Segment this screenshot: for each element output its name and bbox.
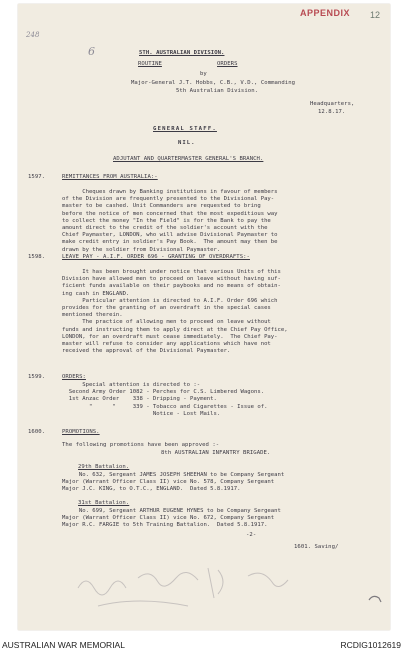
battalion-heading: 31st Battalion. [78,500,130,506]
page-number-stamp: 12 [370,10,381,20]
promotion-entry: No. 699, Sergeant ARTHUR EUGENE HYNES to be Company Sergeant Major (Warrant Officer Class II) vice No. 672, Company Sergeant Major R.C. FARGIE to 5th Training Battalion. Dated 5.8.1917. [62,508,281,529]
brigade-heading: 8th AUSTRALIAN INFANTRY BRIGADE. [161,450,271,456]
item-number: 1600. [28,429,46,435]
pencil-annotation: 248 [26,31,40,39]
general-staff-heading: GENERAL STAFF. [153,126,217,132]
commander-line: Major-General J.T. Hobbs, C.B., V.D., Commanding [131,80,296,86]
routine-label: ROUTINE [138,61,162,67]
continuation-note: 1601. Saving/ [294,544,339,550]
item-title: ORDERS: [62,374,86,380]
archive-footer [0,636,404,653]
item-body: Special attention is directed to :- Second Army Order 1082 - Perches for C.S. Limbered Wagons. 1st Anzac Order 338 - Dripping - Payment. " " 339 - Tobacco and Cigarettes - Issue of. Notice - Lost Mails. [68,382,268,417]
item-number: 1599. [28,374,46,380]
item-body: Cheques drawn by Banking institutions in favour of members of the Division are frequently presented to the Divisional Pay- master to be cashed. Unit Commanders are requested to bring before the notice of men concerned that the most expeditious way to collect the money "In the Field" is for the Bank to pay the amount direct to the credit of the soldier's account with the Chief Paymaster, LONDON, who will advise Divisional Paymaster to make credit entry in soldier's Pay Book. The amount may then be drawn by the soldier from Divisional Paymaster. [62,189,278,253]
item-body: It has been brought under notice that various Units of this Division have allowed men to proceed on leave without having suf- ficient funds available on their paybooks and no means of obtain- ing cash in ENGLAND. Particular attention is directed to A.I.F. Order 696 which provides for the granting of an overdraft in the special cases mentioned therein. The practice of allowing men to proceed on leave without funds and instructing them to apply direct at the Chief Pay Office, LONDON, for an overdraft must cease immediately. The Chief Pay- master will refuse to consider any applications which have not received the approval of the Divisional Paymaster. [62,269,288,355]
orders-label: ORDERS [217,61,238,67]
hq-label: Headquarters, [310,101,355,107]
item-title: PROMOTIONS. [62,429,100,435]
item-title: LEAVE PAY - A.I.F. ORDER 696 - GRANTING OF OVERDRAFTS:- [62,254,250,260]
page-marker: -2- [246,532,257,538]
formation-line: 5th Australian Division. [176,88,259,94]
promotions-intro: The following promotions have been approved :- [62,442,220,448]
pencil-mark: 6 [88,45,96,58]
order-date: 12.8.17. [318,109,346,115]
pencil-mark [368,594,382,604]
division-heading: 5TH. AUSTRALIAN DIVISION. [139,50,225,56]
document-page [18,4,390,630]
appendix-stamp: APPENDIX [300,8,351,18]
item-number: 1598. [28,254,46,260]
battalion-heading: 29th Battalion. [78,464,130,470]
general-staff-value: NIL. [178,140,196,146]
aqmg-heading: ADJUTANT AND QUARTERMASTER GENERAL'S BRANCH. [113,156,264,162]
archive-reference: RCDIG1012619 [340,640,401,650]
archive-name: AUSTRALIAN WAR MEMORIAL [2,640,125,650]
promotion-entry: No. 632, Sergeant JAMES JOSEPH SHEEHAN to be Company Sergeant Major (Warrant Officer Class II) vice No. 578, Company Sergeant Major J.C. KING, to O.T.C., ENGLAND. Dated 5.8.1917. [62,472,285,493]
by-label: by [200,71,207,77]
item-number: 1597. [28,174,46,180]
item-title: REMITTANCES FROM AUSTRALIA:- [62,174,158,180]
faint-stamp-impression [68,548,328,618]
